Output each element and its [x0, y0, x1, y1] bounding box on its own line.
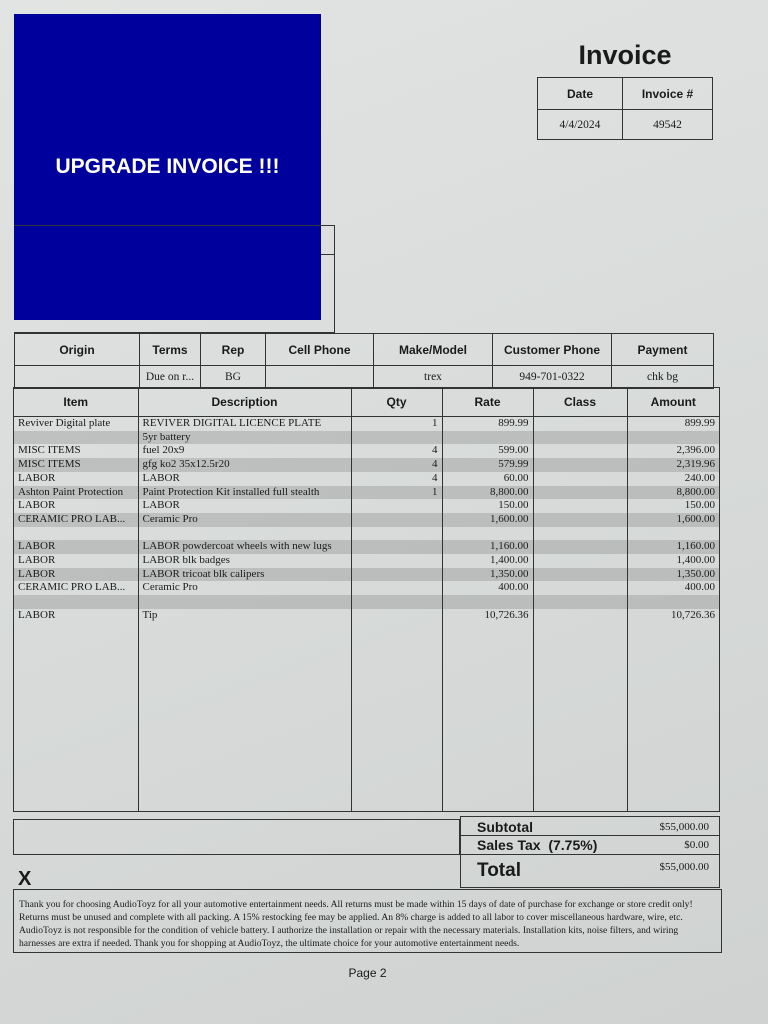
cell-qty [351, 513, 442, 527]
origin-value [15, 366, 140, 389]
cell-description: Ceramic Pro [138, 581, 351, 595]
col-amount: Amount [627, 388, 719, 417]
col-class: Class [533, 388, 627, 417]
cell-phone-value [266, 366, 374, 389]
invoice-date: 4/4/2024 [538, 110, 623, 140]
table-row [14, 458, 719, 472]
table-row [14, 595, 719, 609]
cell-item [14, 527, 138, 541]
cell-qty [351, 527, 442, 541]
cell-item: LABOR [14, 568, 138, 582]
terms-value: Due on r... [140, 366, 201, 389]
cell-amount [627, 527, 719, 541]
table-filler-row [14, 623, 719, 811]
cell-item [14, 431, 138, 445]
cell-item: MISC ITEMS [14, 444, 138, 458]
cell-rate: 10,726.36 [442, 609, 533, 623]
line-items-table [14, 388, 719, 811]
date-label: Date [538, 78, 623, 110]
col-qty: Qty [351, 388, 442, 417]
cell-qty [351, 540, 442, 554]
total-value: $55,000.00 [659, 861, 709, 873]
filler-cell [14, 623, 138, 811]
cell-description: LABOR powdercoat wheels with new lugs [138, 540, 351, 554]
cell-amount [627, 595, 719, 609]
cell-item: MISC ITEMS [14, 458, 138, 472]
cell-class [533, 568, 627, 582]
origin-label: Origin [15, 334, 140, 366]
cell-description: Ceramic Pro [138, 513, 351, 527]
cell-class [533, 554, 627, 568]
cell-amount: 1,400.00 [676, 554, 715, 567]
bill-to-divider [321, 254, 335, 255]
table-row [14, 513, 719, 527]
cell-amount: 1,350.00 [627, 568, 719, 582]
cell-description: fuel 20x9 [138, 444, 351, 458]
cell-item: LABOR [14, 609, 138, 623]
cell-item: CERAMIC PRO LAB... [14, 581, 138, 595]
cell-rate: 400.00 [442, 581, 533, 595]
total-row [461, 854, 719, 887]
cell-item: LABOR [14, 554, 138, 568]
col-rate: Rate [442, 388, 533, 417]
cell-class [533, 527, 627, 541]
make-model-value: trex [374, 366, 493, 389]
subtotal-value: $55,000.00 [659, 820, 709, 833]
cell-class [533, 458, 627, 472]
make-model-label: Make/Model [374, 334, 493, 366]
cell-rate [442, 595, 533, 609]
cell-rate: 1,400.00 [442, 554, 533, 568]
signature-x: X [18, 868, 32, 890]
cell-amount: 150.00 [684, 499, 715, 512]
cell-phone-label: Cell Phone [266, 334, 374, 366]
cell-amount: 1,600.00 [627, 513, 719, 527]
cell-qty [351, 554, 442, 568]
bill-to-box [14, 225, 335, 333]
cell-amount: 2,319.96 [627, 458, 719, 472]
totals-box [460, 816, 720, 888]
cell-item: LABOR [14, 472, 138, 486]
invoice-number-label: Invoice # [623, 78, 713, 110]
cell-class [533, 472, 627, 486]
filler-cell [533, 623, 627, 811]
cell-class [533, 540, 627, 554]
terms-label: Terms [140, 334, 201, 366]
table-row [14, 486, 719, 500]
cell-rate: 579.99 [442, 458, 533, 472]
table-row [14, 472, 719, 486]
cell-amount: 8,800.00 [627, 486, 719, 500]
cell-rate [442, 527, 533, 541]
rep-label: Rep [201, 334, 266, 366]
cell-rate: 1,350.00 [442, 568, 533, 582]
rep-value: BG [201, 366, 266, 389]
terms-disclaimer: Thank you for choosing AudioToyz for all your automotive entertainment needs. All returns must be made within 15 days of date of purchase for exchange or store credit only! Returns must be unused and complete with all packing. A 15% restocking fee may be applied. An 8% charge is added to all labor to cover miscellaneous hardware, wire, etc. AudioToyz is not responsible for the condition of vehicle battery. I authorize the installation or repair with the necessary materials. Installation kits, noise filters, and wiring harnesses are extra if needed. Thank you for shopping at AudioToyz, the ultimate choice for your automotive entertainment needs. [13, 889, 722, 953]
cell-amount: 1,160.00 [627, 540, 719, 554]
cell-description: Paint Protection Kit installed full stealth [138, 486, 351, 500]
cell-item: Ashton Paint Protection [14, 486, 138, 500]
subtotal-label: Subtotal [477, 818, 533, 835]
cell-rate: 599.00 [442, 444, 533, 458]
cell-class [533, 581, 627, 595]
line-items-box [13, 387, 720, 812]
filler-cell [627, 623, 719, 811]
cell-amount: 10,726.36 [671, 608, 715, 621]
banner-text: UPGRADE INVOICE !!! [55, 155, 280, 178]
cell-qty [351, 499, 442, 513]
cell-rate: 899.99 [442, 417, 533, 431]
cell-rate: 1,600.00 [442, 513, 533, 527]
cell-qty [351, 431, 442, 445]
table-row [14, 527, 719, 541]
customer-phone-label: Customer Phone [493, 334, 612, 366]
cell-rate [442, 431, 533, 445]
cell-item: Reviver Digital plate [14, 417, 138, 431]
cell-class [533, 431, 627, 445]
cell-description: LABOR [138, 499, 351, 513]
customer-phone-value: 949-701-0322 [493, 366, 612, 389]
cell-description [138, 595, 351, 609]
table-row [14, 609, 719, 623]
header-fields-table [14, 333, 714, 389]
cell-qty [351, 609, 442, 623]
cell-item: CERAMIC PRO LAB... [14, 513, 138, 527]
cell-class [533, 499, 627, 513]
cell-class [533, 444, 627, 458]
table-row [14, 417, 719, 431]
cell-qty [351, 581, 442, 595]
table-row [14, 499, 719, 513]
sales-tax-row [461, 835, 719, 854]
cell-rate: 60.00 [442, 472, 533, 486]
cell-class [533, 595, 627, 609]
cell-item: LABOR [14, 499, 138, 513]
sales-tax-label: Sales Tax (7.75%) [477, 837, 598, 853]
cell-description: REVIVER DIGITAL LICENCE PLATE [138, 417, 351, 431]
cell-rate: 1,160.00 [442, 540, 533, 554]
cell-description: gfg ko2 35x12.5r20 [138, 458, 351, 472]
line-items-body [14, 417, 719, 812]
filler-cell [442, 623, 533, 811]
filler-cell [351, 623, 442, 811]
cell-qty [351, 568, 442, 582]
table-row [14, 568, 719, 582]
document-title: Invoice [578, 40, 672, 70]
cell-amount: 899.99 [684, 417, 715, 429]
cell-qty: 4 [351, 444, 442, 458]
table-row [14, 444, 719, 458]
payment-value: chk bg [612, 366, 714, 389]
cell-amount: 400.00 [684, 581, 715, 594]
page-number: Page 2 [348, 966, 387, 980]
payment-label: Payment [612, 334, 714, 366]
cell-amount [627, 431, 719, 445]
invoice-number: 49542 [623, 110, 713, 140]
cell-class [533, 513, 627, 527]
signature-box [13, 819, 460, 855]
invoice-meta-table [537, 77, 713, 140]
table-row [14, 581, 719, 595]
cell-qty: 1 [351, 417, 442, 431]
cell-qty: 4 [351, 458, 442, 472]
cell-description: LABOR tricoat blk calipers [138, 568, 351, 582]
cell-class [533, 417, 627, 431]
cell-description: Tip [138, 609, 351, 623]
total-label: Total [477, 860, 521, 881]
cell-qty: 1 [351, 486, 442, 500]
table-row [14, 554, 719, 568]
cell-class [533, 486, 627, 500]
cell-amount: 240.00 [684, 471, 715, 484]
cell-description: 5yr battery [138, 431, 351, 445]
cell-qty: 4 [351, 472, 442, 486]
col-item: Item [14, 388, 138, 417]
cell-class [533, 609, 627, 623]
col-description: Description [138, 388, 351, 417]
table-row [14, 431, 719, 445]
cell-description [138, 527, 351, 541]
cell-description: LABOR blk badges [138, 554, 351, 568]
subtotal-row [461, 817, 719, 836]
cell-amount: 2,396.00 [676, 444, 715, 457]
sales-tax-value: $0.00 [684, 839, 709, 851]
cell-rate: 150.00 [442, 499, 533, 513]
cell-description: LABOR [138, 472, 351, 486]
cell-qty [351, 595, 442, 609]
cell-item [14, 595, 138, 609]
cell-item: LABOR [14, 540, 138, 554]
cell-rate: 8,800.00 [442, 486, 533, 500]
filler-cell [138, 623, 351, 811]
table-row [14, 540, 719, 554]
